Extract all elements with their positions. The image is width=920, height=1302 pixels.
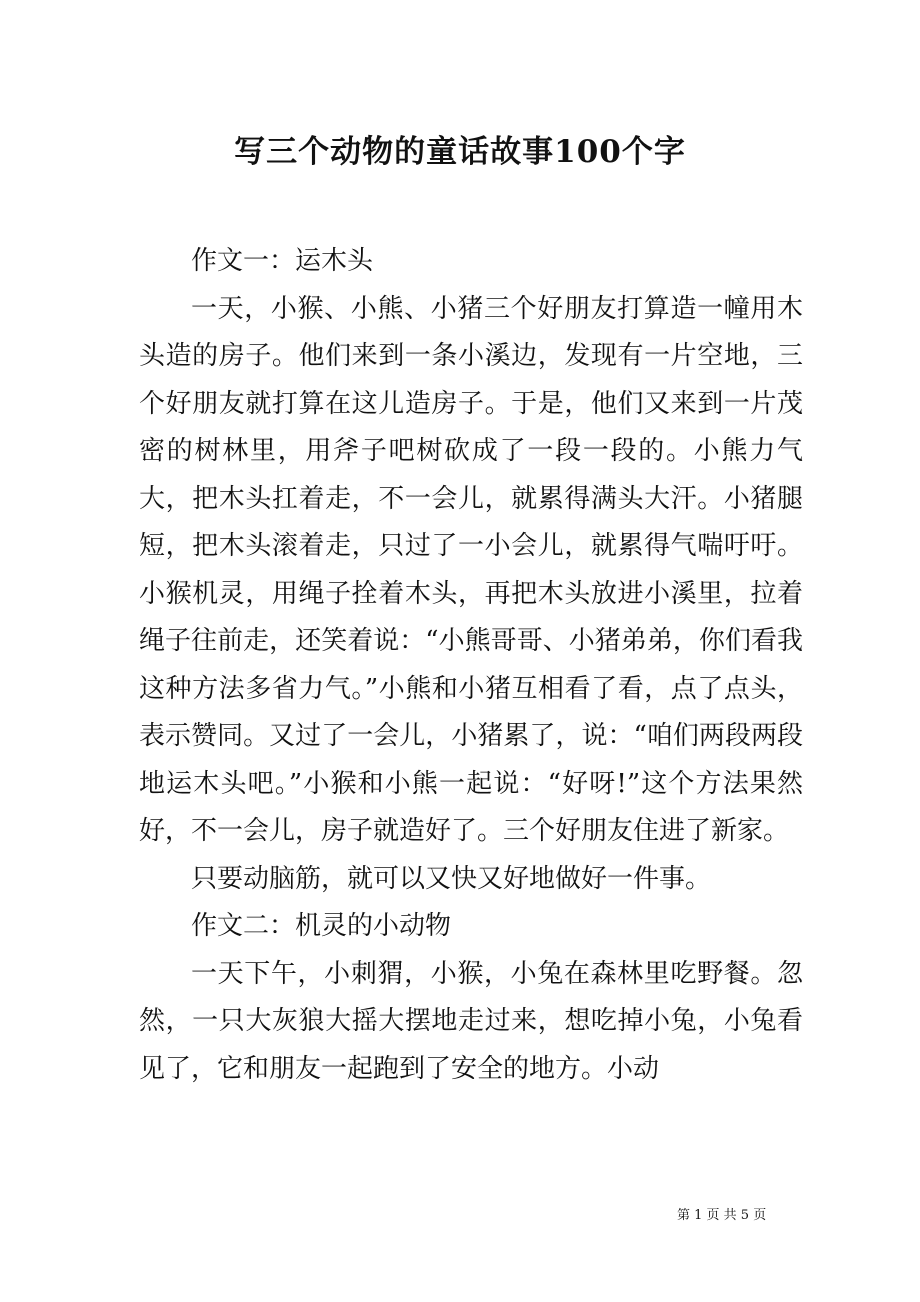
section-heading: 作文二：机灵的小动物 <box>191 911 452 941</box>
document-title: 写三个动物的童话故事100个字 <box>234 134 686 170</box>
page-footer: 第 1 页 共 5 页 <box>677 1208 767 1223</box>
body-paragraph: 一天下午，小刺猬，小猴，小兔在森林里吃野餐。忽然，一只大灰狼大摇大摆地走过来，想吃掉小兔，小兔看见了，它和朋友一起跑到了安全的地方。小动 <box>139 958 803 1084</box>
body-paragraph: 一天，小猴、小熊、小猪三个好朋友打算造一幢用木头造的房子。他们来到一条小溪边，发现有一片空地，三个好朋友就打算在这儿造房子。于是，他们又来到一片茂密的树林里，用斧子吧树砍成了一段一段的。小熊力气大，把木头扛着走，不一会儿，就累得满头大汗。小猪腿短，把木头滚着走，只过了一小会儿，就累得气喘吁吁。小猴机灵，用绳子拴着木头，再把木头放进小溪里，拉着绳子往前走，还笑着说：“小熊哥哥、小猪弟弟，你们看我这种方法多省力气。”小熊和小猪互相看了看，点了点头，表示赞同。又过了一会儿，小猪累了，说：“咱们两段两段地运木头吧。”小猴和小熊一起说：“好呀!”这个方法果然好，不一会儿，房子就造好了。三个好朋友住进了新家。 <box>139 293 803 846</box>
section-heading: 作文一：运木头 <box>191 246 374 276</box>
body-paragraph: 只要动脑筋，就可以又快又好地做好一件事。 <box>191 863 712 894</box>
document-body <box>139 238 803 1093</box>
